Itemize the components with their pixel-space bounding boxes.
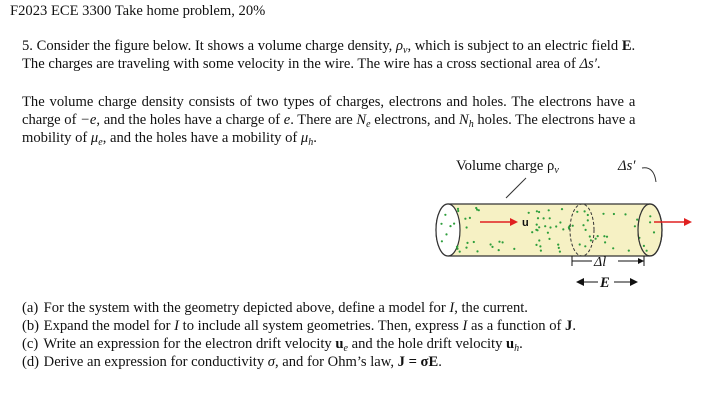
text: . [631,38,636,54]
wire-left-end [436,204,460,256]
charge-dot [538,211,540,213]
question-label: (b) [22,318,40,334]
charge-dot [449,225,451,227]
charge-dot [445,233,447,235]
charge-dot [528,212,530,214]
charge-dot [540,250,542,252]
charge-dot [513,248,515,250]
charge-dot [561,208,563,210]
charge-dot [547,232,549,234]
text: . [519,336,523,352]
charge-dot [531,231,533,233]
J-symbol: J [565,318,573,334]
charge-dot [457,210,459,212]
rho-symbol: ρ [395,38,403,54]
text: holes. The electrons have a [473,112,636,128]
charge-dot [579,243,581,245]
charge-dot [649,215,651,217]
charge-dot [572,225,574,227]
text: Write an expression for the electron drift velocity [43,336,336,352]
charge-dot [604,241,606,243]
charge-dot [537,217,539,219]
charge-dot [624,213,626,215]
label-dl: Δl [594,255,607,270]
charge-dot [590,239,592,241]
I-symbol: I [462,318,468,334]
charge-dot [440,223,442,225]
charge-dot [602,213,604,215]
Nh-sub: h [468,119,474,130]
charge-dot [612,247,614,249]
charge-dot [584,210,586,212]
wire-body [436,204,662,256]
exit-arrowhead [684,218,692,226]
text: charge of [22,112,81,128]
charge-dot [549,217,551,219]
charge-dot [473,241,475,243]
text: Derive an expression for conductivity [43,354,268,370]
charge-dot [476,250,478,252]
charge-dot [469,217,471,219]
charge-dot [538,226,540,228]
text: . [438,354,442,370]
charge-dot [587,219,589,221]
charge-dot [498,241,500,243]
charge-dot [466,242,468,244]
charge-dot [634,225,636,227]
charge-dot [613,213,615,215]
text: and the hole drift velocity [347,336,507,352]
ue-symbol: u [335,336,344,352]
charge-dot [595,238,597,240]
text: to include all system geometries. Then, express [179,318,463,334]
problem-p1-line2 [22,56,601,72]
E-arrowhead-left [576,278,584,286]
charge-dot [498,249,500,251]
charge-dot [549,226,551,228]
charge-dot [453,223,455,225]
text: . [572,318,576,334]
text: . [596,56,601,72]
charge-dot [582,224,584,226]
charge-dot [559,221,561,223]
text: . There are [290,112,357,128]
label-volume-charge: Volume charge $\rho_v$ [456,158,559,176]
question-a [22,300,528,316]
text: The charges are traveling with some velocity in the wire. The wire has a cross sectional area of [22,56,580,72]
text: , and for Ohm’s law, [274,354,398,370]
I-symbol: I [449,300,455,316]
charge-dot [548,238,550,240]
charge-dot [558,247,560,249]
charge-dot [543,217,545,219]
charge-dot [653,231,655,233]
e-symbol: e [283,112,291,128]
text: For the system with the geometry depicted above, define a model for [43,300,450,316]
text: . [313,130,317,146]
charge-dot [444,214,446,216]
problem-p1-line1 [22,38,635,54]
text: , which is subject to an electric field [407,38,622,54]
neg-e-symbol: −e [80,112,97,128]
area-pointer [642,168,656,182]
volume-pointer [506,178,526,198]
text: as a function of [467,318,566,334]
charge-dot [589,235,591,237]
charge-dot [562,228,564,230]
Ne-symbol: N [356,112,367,128]
charge-dot [597,235,599,237]
charge-dot [502,241,504,243]
charge-dot [587,214,589,216]
text: Consider the figure below. It shows a volume charge density, [36,38,396,54]
charge-dot [636,219,638,221]
charge-dot [559,251,561,253]
charge-dot [441,240,443,242]
uh-symbol: u [506,336,515,352]
wire-diagram [428,156,708,292]
charge-dot [585,229,587,231]
problem-p2-line3 [22,130,317,146]
dl-arrowhead [638,258,644,264]
label-u: u [522,217,529,229]
charge-dot [606,236,608,238]
charge-dot [548,209,550,211]
charge-dot [643,245,645,247]
problem-number: 5. [22,38,33,54]
problem-p2-line2 [22,112,636,128]
charge-dot [628,250,630,252]
charge-dot [491,246,493,248]
E-arrowhead-right [630,278,638,286]
Nh-symbol: N [458,112,469,128]
charge-dot [649,221,651,223]
charge-dot [490,243,492,245]
uh-sub: h [514,343,520,354]
rho-sub: v [402,45,408,56]
Ne-sub: e [366,119,371,130]
area-symbol: Δs′ [579,56,597,72]
question-label: (c) [22,336,39,352]
charge-dot [555,225,557,227]
charge-dot [475,207,477,209]
charge-dot [646,250,648,252]
charge-dot [538,239,540,241]
ohms-law: J = σE [397,354,439,370]
charge-dot [459,251,461,253]
charge-dot [539,245,541,247]
question-d [22,354,442,370]
charge-dot [557,244,559,246]
text: , and the holes have a mobility of [102,130,301,146]
muh-sub: h [308,137,314,148]
text: , and the holes have a charge of [96,112,284,128]
charge-dot [456,246,458,248]
sigma-symbol: σ [267,354,275,370]
label-area: Δs′ [618,158,636,174]
text: , the current. [454,300,528,316]
charge-dot [536,210,538,212]
charge-dot [536,224,538,226]
charge-dot [544,225,546,227]
charge-dot [466,226,468,228]
question-label: (a) [22,300,39,316]
charge-dot [535,244,537,246]
charge-dot [456,248,458,250]
mue-symbol: μ [90,130,99,146]
question-label: (d) [22,354,40,370]
I-symbol: I [174,318,180,334]
question-c [22,336,523,352]
charge-dot [603,235,605,237]
charge-dot [465,247,467,249]
problem-p2-line1: The volume charge density consists of two types of charges, electrons and holes. The electrons have a [22,94,636,110]
charge-dot [576,211,578,213]
text: electrons, and [370,112,459,128]
text: Expand the model for [43,318,175,334]
charge-dot [464,218,466,220]
label-E: E [600,275,610,291]
wire-figure [428,156,708,292]
charge-dot [584,245,586,247]
ue-sub: e [343,343,348,354]
page-title: F2023 ECE 3300 Take home problem, 20% [10,3,266,19]
mue-sub: e [98,137,103,148]
question-b [22,318,576,334]
charge-dot [457,208,459,210]
muh-symbol: μ [300,130,309,146]
charge-dot [535,229,537,231]
text: mobility of [22,130,91,146]
E-symbol: E [621,38,632,54]
